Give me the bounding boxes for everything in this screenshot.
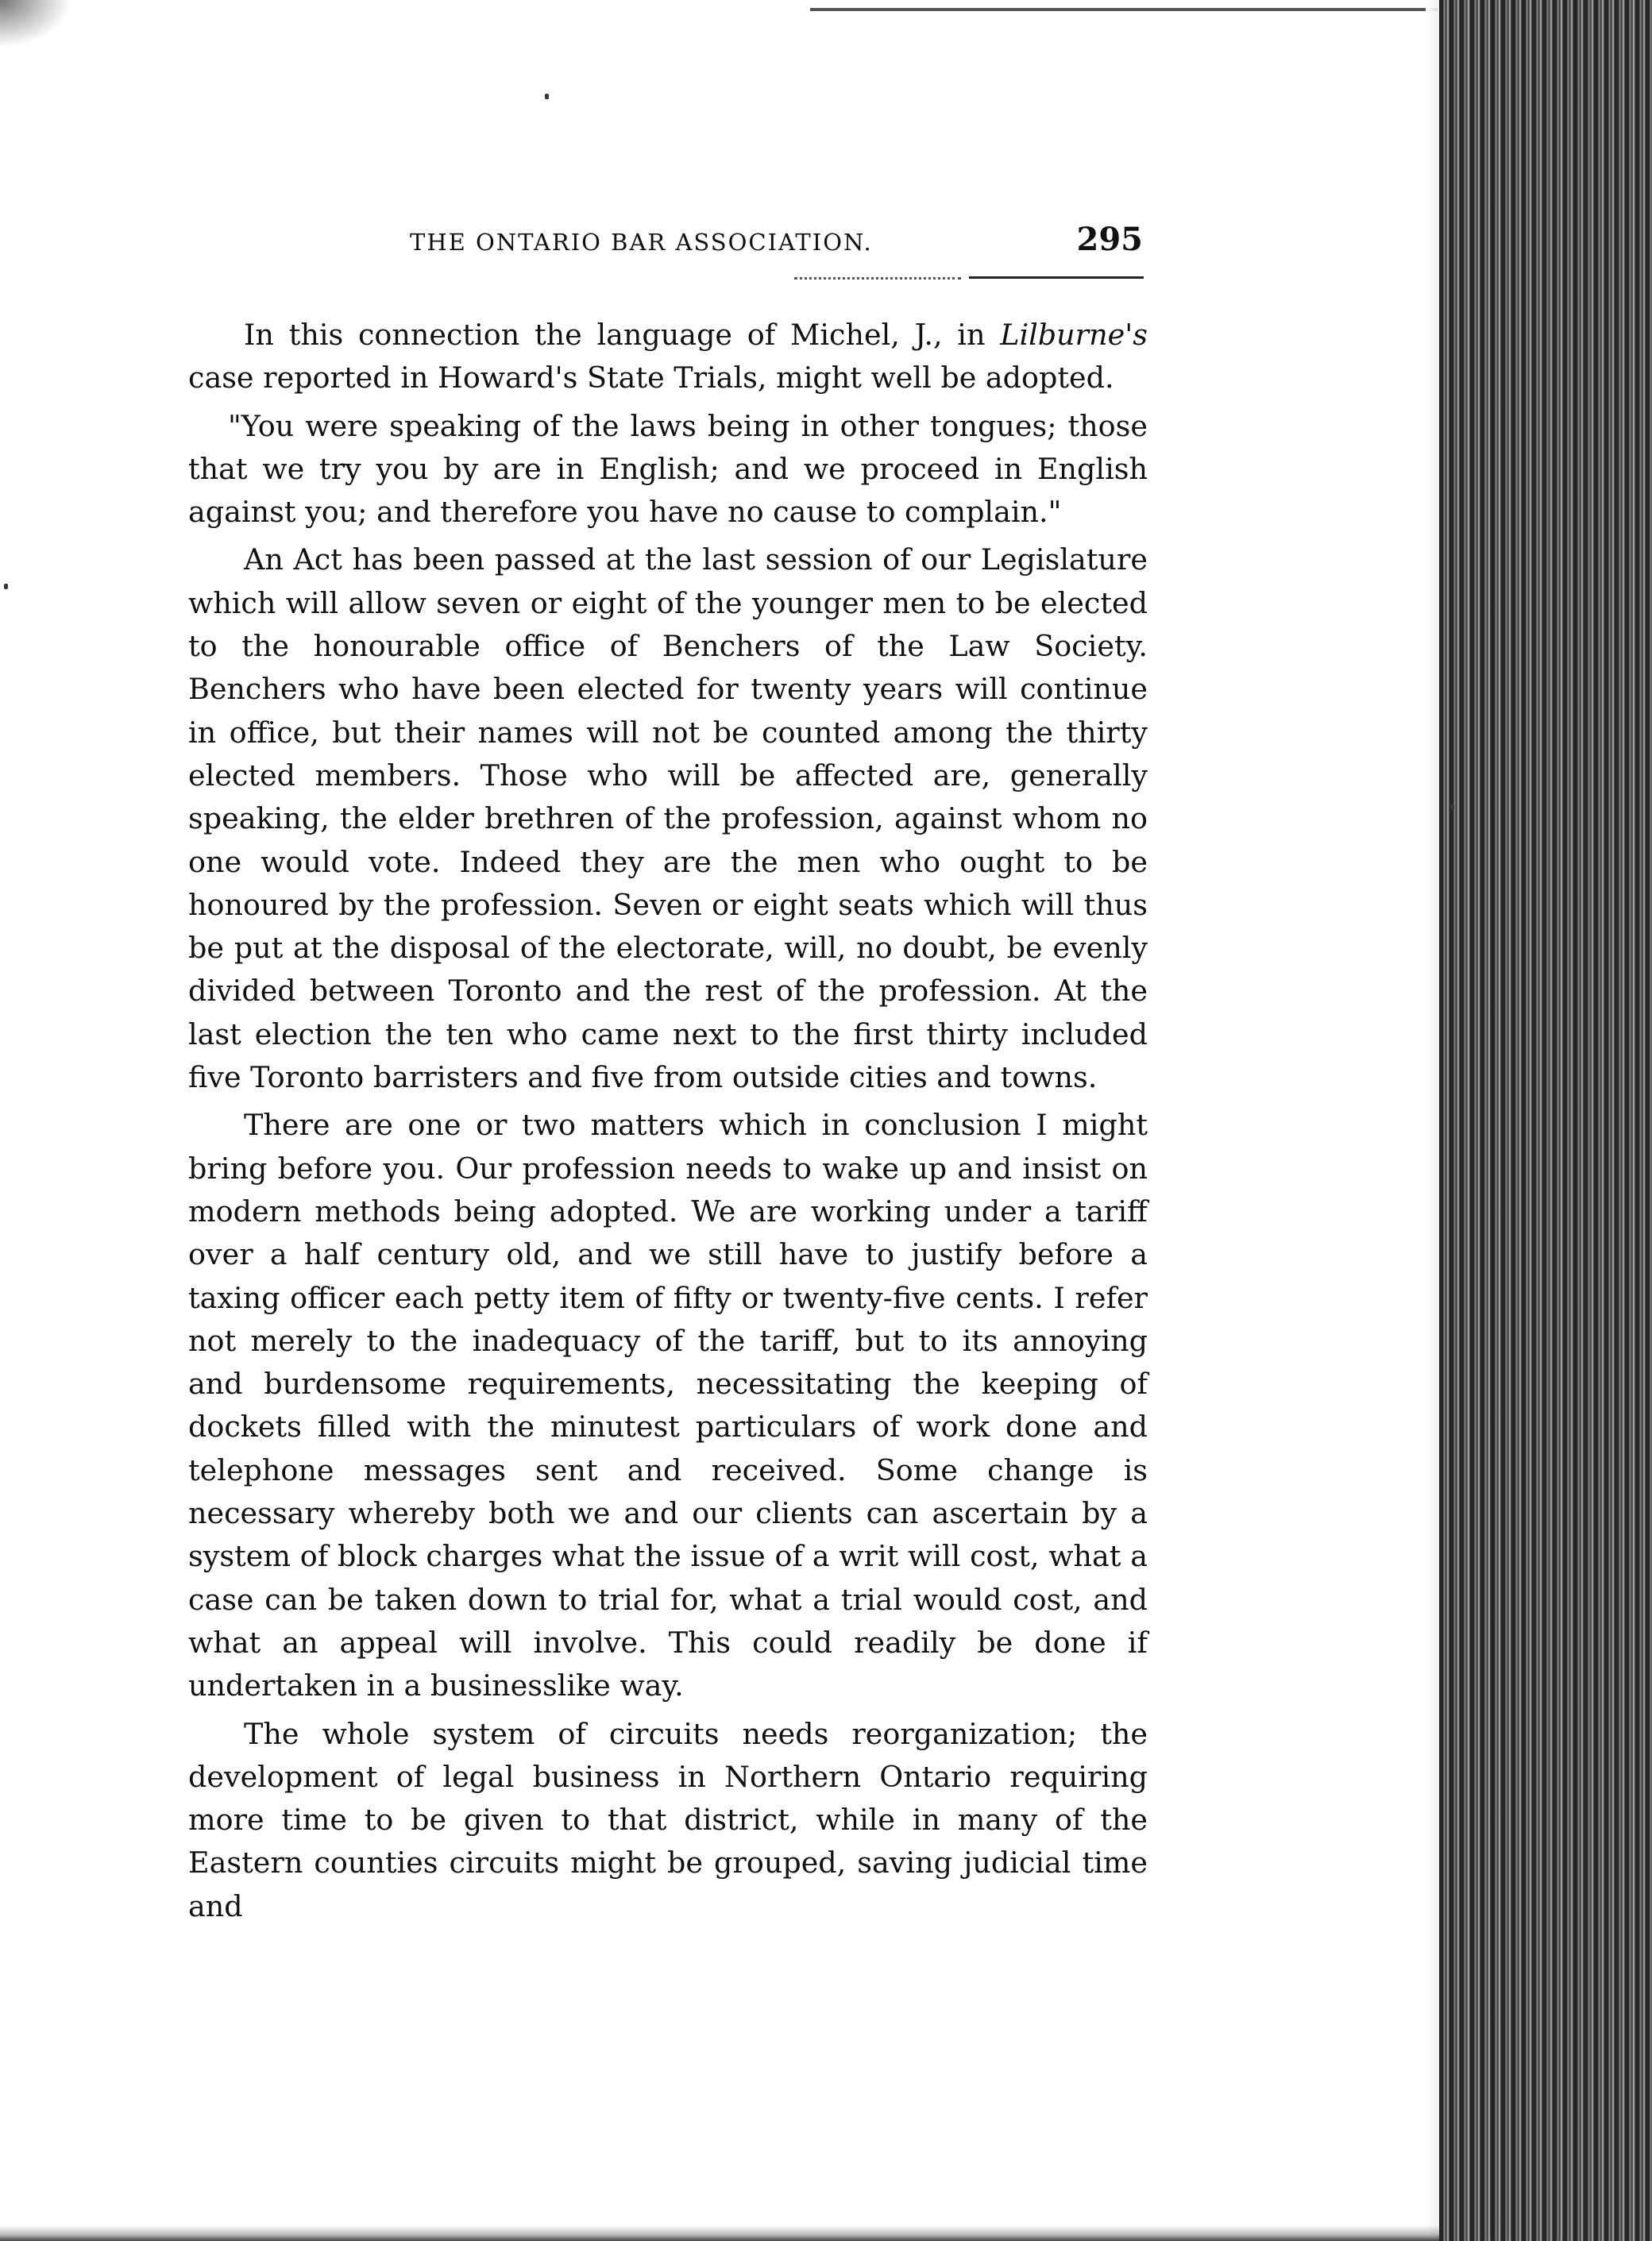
running-title: THE ONTARIO BAR ASSOCIATION. — [410, 229, 873, 256]
corner-smudge — [0, 0, 71, 48]
running-head — [191, 221, 1148, 260]
header-dotted-rule — [794, 277, 961, 280]
quote-paragraph — [188, 405, 1148, 534]
bottom-edge-shadow — [0, 2225, 1439, 2241]
top-edge-shadow — [810, 8, 1438, 11]
text-run: case reported in Howard's State Trials, might well be adopted. — [188, 361, 1114, 395]
page-edge-shadow — [1439, 0, 1652, 2241]
text-run: In this connection the language of Michel, J., in — [244, 318, 1001, 352]
text-run: An Act has been passed at the last session of our Legislature which will allow seven or eight of the younger men to be elected to the honourable office of Benchers of the Law Society. Benchers who have been elected for twenty years will continue in office, but their names will not be counted among the thirty elected members. Those who will be affected are, generally speaking, the elder brethren of the profession, against whom no one would vote. Indeed they are the men who ought to be honoured by the profession. Seven or eight seats which will thus be put at the disposal of the electorate, will, no doubt, be evenly divided between Toronto and the rest of the profession. At the last election the ten who came next to the first thirty included five Toronto barristers and five from outside cities and towns. — [188, 542, 1148, 1095]
stray-ink-mark — [4, 584, 8, 589]
text-run: The whole system of circuits needs reorganization; the development of legal business in Northern Ontario requiring more time to be given to that district, while in many of the Eastern counties circuits might be grouped, saving judicial time and — [188, 1716, 1148, 1923]
paragraph — [188, 538, 1148, 1099]
page-number: 295 — [1076, 221, 1143, 258]
stray-ink-mark — [545, 94, 549, 99]
text-run: "You were speaking of the laws being in other tongues; those that we try you by are in English; and we proceed in English against you; and therefore you have no cause to complain." — [188, 408, 1148, 530]
paragraph — [188, 1104, 1148, 1707]
paragraph — [188, 1713, 1148, 1928]
paragraph — [188, 314, 1148, 400]
italic-text: Lilburne's — [1000, 318, 1148, 352]
text-run: There are one or two matters which in conclusion I might bring before you. Our profession needs to wake up and insist on modern methods being adopted. We are working under a tariff over a half century old, and we still have to justify before a taxing officer each petty item of fifty or twenty-five cents. I refer not merely to the inadequacy of the tariff, but to its annoying and burdensome requirements, necessitating the keeping of dockets filled with the minutest particulars of work done and telephone messages sent and received. Some change is necessary whereby both we and our clients can ascertain by a system of block charges what the issue of a writ will cost, what a case can be taken down to trial for, what a trial would cost, and what an appeal will involve. This could readily be done if undertaken in a businesslike way. — [188, 1108, 1148, 1703]
stray-ink-mark — [1450, 804, 1454, 810]
header-rule — [969, 276, 1144, 279]
body-text — [188, 314, 1148, 1933]
